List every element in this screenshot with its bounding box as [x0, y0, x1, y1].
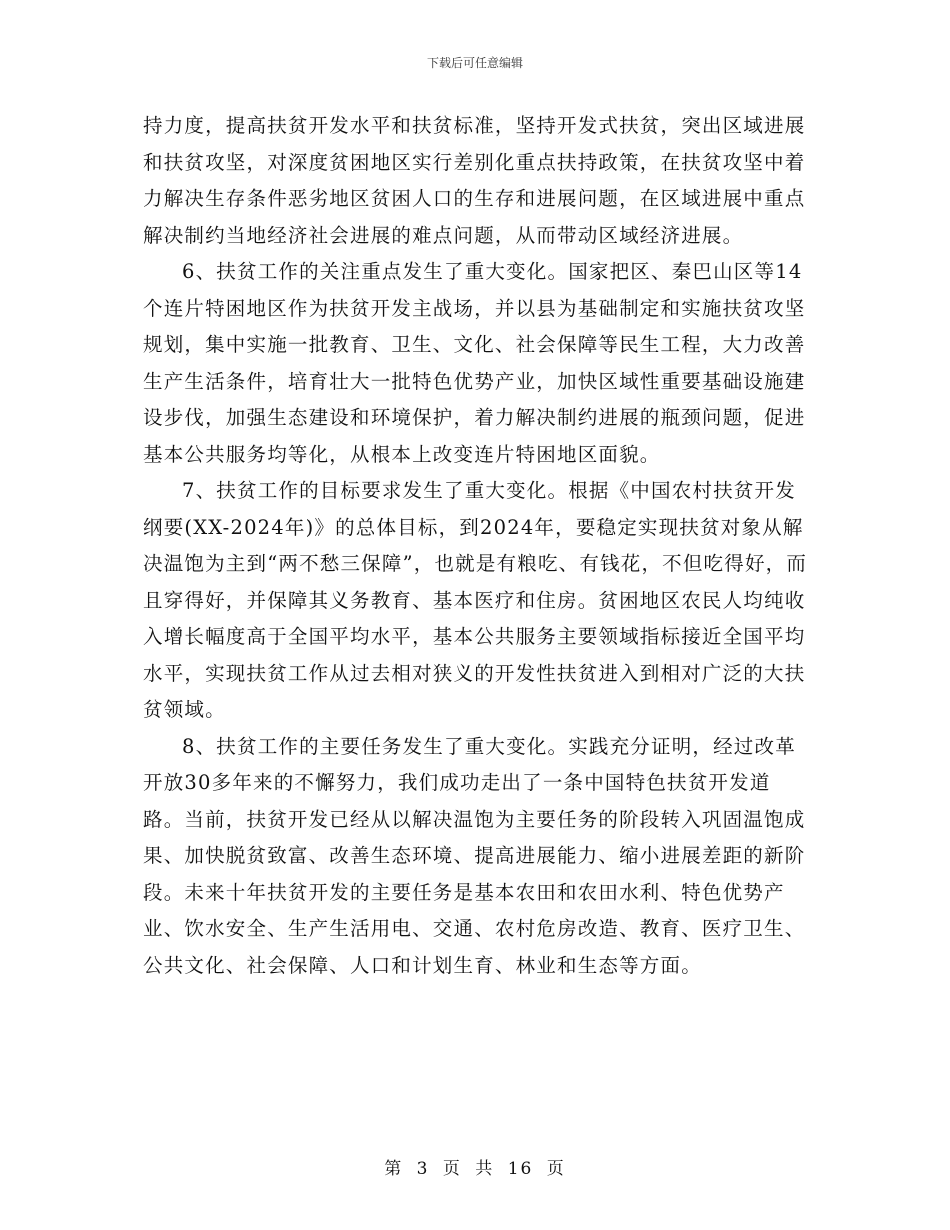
paragraph-item-7: 7、扶贫工作的目标要求发生了重大变化。根据《中国农村扶贫开发纲要(XX-2024年)》的总体目标，到2024年，要稳定实现扶贫对象从解决温饱为主到“两不愁三保障”，也就是有粮吃、有钱花，不但吃得好，而且穿得好，并保障其义务教育、基本医疗和住房。贫困地区农民人均纯收入增长幅度高于全国平均水平，基本公共服务主要领域指标接近全国平均水平，实现扶贫工作从过去相对狭义的开发性扶贫进入到相对广泛的大扶贫领域。: [143, 479, 808, 721]
page-header: 下载后可任意编辑: [426, 56, 523, 70]
document-body: [143, 108, 811, 984]
paragraph-item-8: 8、扶贫工作的主要任务发生了重大变化。实践充分证明，经过改革开放30多年来的不懈努力，我们成功走出了一条中国特色扶贫开发道路。当前，扶贫开发已经从以解决温饱为主要任务的阶段转入巩固温饱成果、加快脱贫致富、改善生态环境、提高进展能力、缩小进展差距的新阶段。未来十年扶贫开发的主要任务是基本农田和农田水利、特色优势产业、饮水安全、生产生活用电、交通、农村危房改造、教育、医疗卫生、公共文化、社会保障、人口和计划生育、林业和生态等方面。: [143, 734, 806, 977]
paragraph-item-6: 6、扶贫工作的关注重点发生了重大变化。国家把区、秦巴山区等14个连片特困地区作为扶贫开发主战场，并以县为基础制定和实施扶贫攻坚规划，集中实施一批教育、卫生、文化、社会保障等民生工程，大力改善生产生活条件，培育壮大一批特色优势产业，加快区域性重要基础设施建设步伐，加强生态建设和环境保护，着力解决制约进展的瓶颈问题，促进基本公共服务均等化，从根本上改变连片特困地区面貌。: [143, 260, 806, 466]
paragraph-continuation: 持力度，提高扶贫开发水平和扶贫标准，坚持开发式扶贫，突出区域进展和扶贫攻坚，对深度贫困地区实行差别化重点扶持政策，在扶贫攻坚中着力解决生存条件恶劣地区贫困人口的生存和进展问题，在区域进展中重点解决制约当地经济社会进展的难点问题，从而带动区域经济进展。: [143, 114, 806, 247]
page-footer: 第 3 页 共 16 页: [384, 1159, 566, 1179]
